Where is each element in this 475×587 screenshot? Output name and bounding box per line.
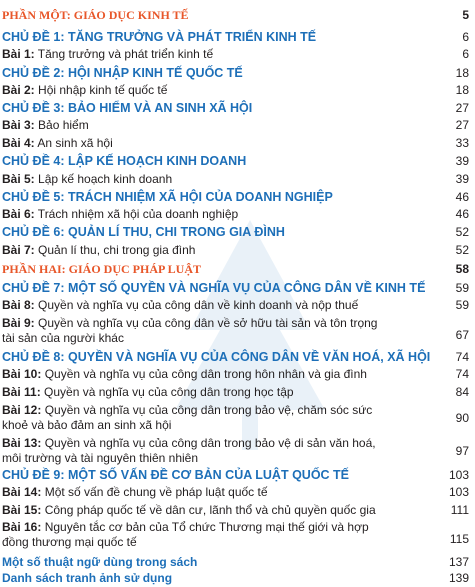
- toc-page-number: 103: [448, 468, 469, 482]
- toc-lesson-number: Bài 8:: [2, 298, 35, 312]
- toc-page-number: 74: [455, 367, 469, 381]
- toc-page-number: 52: [455, 225, 469, 239]
- toc-lesson-text: Nguyên tắc cơ bản của Tổ chức Thương mại thế giới và hợp đồng thương mại quốc tế: [2, 520, 369, 549]
- toc-topic-title: CHỦ ĐỀ 7: MỘT SỐ QUYỀN VÀ NGHĨA VỤ CỦA CÔNG DÂN VỀ KINH TẾ: [2, 281, 426, 295]
- toc-topic-title: CHỦ ĐỀ 8: QUYỀN VÀ NGHĨA VỤ CỦA CÔNG DÂN VỀ VĂN HOÁ, XÃ HỘI: [2, 350, 431, 364]
- toc-lesson-title: [2, 485, 402, 500]
- toc-lesson-number: Bài 3:: [2, 118, 35, 132]
- toc-lesson-number: Bài 7:: [2, 243, 35, 257]
- toc-appendix-title: Danh sách tranh ảnh sử dụng: [2, 571, 173, 585]
- toc-page-number: 27: [455, 118, 469, 132]
- toc-lesson-text: An sinh xã hội: [34, 136, 113, 150]
- toc-page-number: 67: [455, 328, 469, 342]
- toc-page-number: 137: [448, 555, 469, 569]
- toc-page-number: 18: [455, 83, 469, 97]
- toc-part[interactable]: [0, 262, 475, 278]
- toc-lesson-number: Bài 10:: [2, 367, 42, 381]
- toc-lesson[interactable]: [0, 47, 475, 63]
- toc-part-title: PHẦN MỘT: GIÁO DỤC KINH TẾ: [2, 8, 189, 22]
- toc-page-number: 33: [455, 136, 469, 150]
- toc-lesson-text: Quyền và nghĩa vụ của công dân về kinh doanh và nộp thuế: [34, 298, 359, 312]
- toc-page-number: 46: [455, 190, 469, 204]
- toc-page-number: 90: [455, 411, 469, 425]
- toc-page-number: 84: [455, 385, 469, 399]
- toc-topic-title: CHỦ ĐỀ 5: TRÁCH NHIỆM XÃ HỘI CỦA DOANH NGHIỆP: [2, 190, 333, 204]
- toc-topic-title: CHỦ ĐỀ 1: TĂNG TRƯỞNG VÀ PHÁT TRIỂN KINH TẾ: [2, 30, 317, 44]
- toc-page-number: 6: [462, 30, 469, 44]
- toc-topic[interactable]: [0, 154, 475, 170]
- toc-topic[interactable]: [0, 66, 475, 82]
- toc-page-number: 6: [462, 47, 469, 61]
- toc-lesson-title: [2, 520, 392, 550]
- toc-lesson-number: Bài 2:: [2, 83, 35, 97]
- toc-lesson-text: Quyền và nghĩa vụ của công dân trong học tập: [40, 385, 294, 399]
- toc-lesson-number: Bài 11:: [2, 385, 41, 399]
- toc-lesson[interactable]: [0, 436, 475, 468]
- toc-lesson-number: Bài 5:: [2, 172, 35, 186]
- toc-lesson[interactable]: [0, 118, 475, 134]
- toc-lesson[interactable]: [0, 316, 475, 348]
- toc-lesson-text: Công pháp quốc tế về dân cư, lãnh thổ và chủ quyền quốc gia: [41, 503, 376, 517]
- toc-page-number: 46: [455, 207, 469, 221]
- toc-lesson-text: Quyền và nghĩa vụ của công dân về sở hữu tài sản và tôn trọng tài sản của người khác: [2, 316, 378, 345]
- toc-lesson-text: Quyền và nghĩa vụ của công dân trong bảo vệ, chăm sóc sức khoẻ và bảo đảm an sinh xã hội: [2, 403, 373, 432]
- toc-lesson-title: [2, 243, 402, 258]
- toc-lesson-text: Hội nhập kinh tế quốc tế: [34, 83, 168, 97]
- toc-lesson-text: Tăng trưởng và phát triển kinh tế: [34, 47, 214, 61]
- toc-lesson-text: Quyền và nghĩa vụ của công dân trong bảo vệ di sản văn hoá, môi trường và tài nguyên thiên nhiên: [2, 436, 376, 465]
- toc-lesson-number: Bài 4:: [2, 136, 35, 150]
- toc-lesson[interactable]: [0, 83, 475, 99]
- toc-lesson-text: Bảo hiểm: [34, 118, 89, 132]
- toc-page-number: 59: [455, 298, 469, 312]
- toc-lesson-number: Bài 15:: [2, 503, 42, 517]
- toc-lesson-title: [2, 403, 392, 433]
- toc-lesson-title: [2, 298, 402, 313]
- toc-lesson[interactable]: [0, 403, 475, 435]
- toc-topic[interactable]: [0, 350, 475, 366]
- toc-page-number: 18: [455, 66, 469, 80]
- toc-page-number: 59: [455, 281, 469, 295]
- toc-lesson-text: Quản lí thu, chi trong gia đình: [34, 243, 196, 257]
- toc-topic-title: CHỦ ĐỀ 2: HỘI NHẬP KINH TẾ QUỐC TẾ: [2, 66, 243, 80]
- toc-appendix-item[interactable]: [0, 571, 475, 587]
- toc-appendix-title: Một số thuật ngữ dùng trong sách: [2, 555, 198, 569]
- toc-topic[interactable]: [0, 101, 475, 117]
- toc-topic-title: CHỦ ĐỀ 6: QUẢN LÍ THU, CHI TRONG GIA ĐÌNH: [2, 225, 285, 239]
- toc-lesson-title: [2, 47, 402, 62]
- toc-topic[interactable]: [0, 190, 475, 206]
- toc-lesson-number: Bài 9:: [2, 316, 35, 330]
- toc-lesson[interactable]: [0, 243, 475, 259]
- toc-page-number: 139: [448, 571, 469, 585]
- toc-lesson[interactable]: [0, 385, 475, 401]
- toc-lesson[interactable]: [0, 298, 475, 314]
- toc-lesson[interactable]: [0, 503, 475, 519]
- toc-lesson-title: [2, 136, 402, 151]
- toc-lesson-text: Lập kế hoạch kinh doanh: [34, 172, 173, 186]
- toc-lesson[interactable]: [0, 485, 475, 501]
- toc-page-number: 115: [449, 532, 469, 546]
- toc-lesson-title: [2, 503, 402, 518]
- toc-lesson[interactable]: [0, 207, 475, 223]
- toc-lesson-number: Bài 6:: [2, 207, 35, 221]
- toc-lesson-text: Một số vấn đề chung về pháp luật quốc tế: [41, 485, 268, 499]
- toc-page-number: 111: [450, 503, 469, 517]
- toc-lesson-title: [2, 207, 402, 222]
- toc-page-number: 39: [455, 154, 469, 168]
- toc-page-number: 5: [462, 8, 469, 22]
- toc-lesson-text: Quyền và nghĩa vụ của công dân trong hôn nhân và gia đình: [41, 367, 367, 381]
- toc-lesson-title: [2, 385, 402, 400]
- toc-lesson-text: Trách nhiệm xã hội của doanh nghiệp: [34, 207, 239, 221]
- toc-lesson-number: Bài 12:: [2, 403, 42, 417]
- toc-lesson-title: [2, 83, 402, 98]
- toc-topic[interactable]: [0, 281, 475, 297]
- toc-lesson-number: Bài 14:: [2, 485, 42, 499]
- toc-part[interactable]: [0, 8, 475, 24]
- toc-page-number: 103: [448, 485, 469, 499]
- toc-lesson[interactable]: [0, 520, 475, 552]
- toc-topic[interactable]: [0, 225, 475, 241]
- toc-page-number: 74: [455, 350, 469, 364]
- toc-lesson[interactable]: [0, 367, 475, 383]
- toc-topic-title: CHỦ ĐỀ 9: MỘT SỐ VẤN ĐỀ CƠ BẢN CỦA LUẬT QUỐC TẾ: [2, 468, 350, 482]
- toc-page-number: 27: [455, 101, 469, 115]
- toc-topic-title: CHỦ ĐỀ 3: BẢO HIỂM VÀ AN SINH XÃ HỘI: [2, 101, 253, 115]
- toc-lesson-title: [2, 118, 402, 133]
- toc-lesson-number: Bài 13:: [2, 436, 42, 450]
- toc-page-number: 39: [455, 172, 469, 186]
- toc-part-title: PHẦN HAI: GIÁO DỤC PHÁP LUẬT: [2, 262, 202, 276]
- toc-lesson-title: [2, 316, 392, 346]
- toc-lesson[interactable]: [0, 136, 475, 152]
- toc-topic[interactable]: [0, 30, 475, 46]
- toc-lesson-title: [2, 436, 392, 466]
- toc-lesson-number: Bài 1:: [2, 47, 35, 61]
- toc-lesson-number: Bài 16:: [2, 520, 42, 534]
- toc-page-number: 52: [455, 243, 469, 257]
- toc-topic[interactable]: [0, 468, 475, 484]
- toc-appendix-item[interactable]: [0, 555, 475, 571]
- toc-lesson-title: [2, 367, 402, 382]
- toc-lesson[interactable]: [0, 172, 475, 188]
- toc-topic-title: CHỦ ĐỀ 4: LẬP KẾ HOẠCH KINH DOANH: [2, 154, 247, 168]
- toc-page-number: 58: [455, 262, 469, 276]
- toc-lesson-title: [2, 172, 402, 187]
- toc-page-number: 97: [455, 444, 469, 458]
